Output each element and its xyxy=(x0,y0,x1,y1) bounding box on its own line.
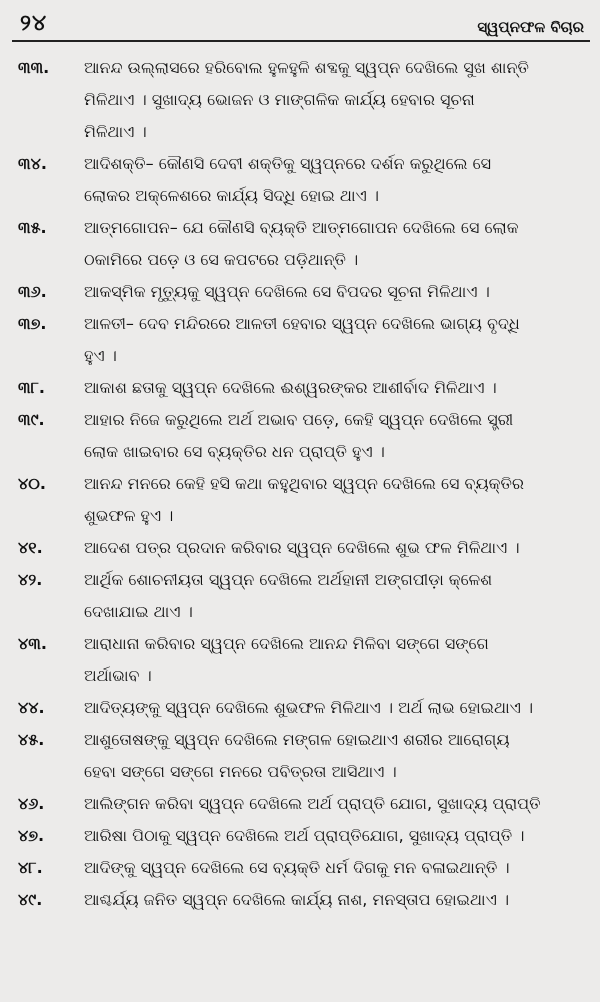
entry-number: ୪୮. xyxy=(18,858,43,877)
entry-number: ୪୭. xyxy=(18,826,45,845)
entry-text-line: ଆତ୍ମଗୋପନ– ଯେ କୌଣସି ବ୍ୟକ୍ତି ଆତ୍ମଗୋପନ ଦେଖିଲେ ସେ ଲୋକ xyxy=(84,218,519,237)
entry-text-line: ଆକସ୍ମିକ ମୃତ୍ୟୁକୁ ସ୍ୱପ୍ନ ଦେଖିଲେ ସେ ବିପଦର ସୂଚନା ମିଳିଥାଏ । xyxy=(84,282,490,301)
entry-text-line: ଆଦେଶ ପତ୍ର ପ୍ରଦାନ କରିବାର ସ୍ୱପ୍ନ ଦେଖିଲେ ଶୁଭ ଫଳ ମିଳିଥାଏ । xyxy=(84,538,520,557)
entry-text-line: ଶୁଭଫଳ ହୁଏ । xyxy=(84,506,174,525)
list-item xyxy=(12,628,590,692)
running-title: ସ୍ୱପ୍ନଫଳ ବିଚାର xyxy=(477,18,584,36)
list-item xyxy=(12,212,590,276)
entry-text-line: ଆଲିଙ୍ଗନ କରିବା ସ୍ୱପ୍ନ ଦେଖିଲେ ଅର୍ଥ ପ୍ରାପ୍ତି ଯୋଗ, ସୁଖାଦ୍ୟ ପ୍ରାପ୍ତି xyxy=(84,794,541,813)
entry-number: ୪୧. xyxy=(18,538,43,557)
list-item xyxy=(12,788,590,820)
entry-text-line: ଆଦିତ୍ୟଙ୍କୁ ସ୍ୱପ୍ନ ଦେଖିଲେ ଶୁଭଫଳ ମିଳିଥାଏ । ଅର୍ଥ ଲାଭ ହୋଇଥାଏ । xyxy=(84,698,534,717)
entry-text-line: ଠକାମିରେ ପଡ଼େ ଓ ସେ କପଟରେ ପଡ଼ିଥାନ୍ତି । xyxy=(84,250,359,269)
entry-text-line: ଆଶ୍ଚର୍ଯ୍ୟ ଜନିତ ସ୍ୱପ୍ନ ଦେଖିଲେ କାର୍ଯ୍ୟ ନାଶ, ମନସ୍ତାପ ହୋଇଥାଏ । xyxy=(84,890,510,909)
entry-text-line: ମିଳିଥାଏ । xyxy=(84,122,147,141)
entry-number: ୩୯. xyxy=(18,410,45,429)
list-item xyxy=(12,308,590,372)
entry-text xyxy=(84,212,590,276)
entry-text-line: ହୁଏ । xyxy=(84,346,117,365)
entry-text-line: ହେବା ସଙ୍ଗେ ସଙ୍ଗେ ମନରେ ପବିତ୍ରତା ଆସିଥାଏ । xyxy=(84,762,397,781)
entry-text-line: ଲୋକ ଖାଇବାର ସେ ବ୍ୟକ୍ତିର ଧନ ପ୍ରାପ୍ତି ହୁଏ । xyxy=(84,442,385,461)
entry-text xyxy=(84,788,590,820)
entry-text-line: ଆରାଧାନା କରିବାର ସ୍ୱପ୍ନ ଦେଖିଲେ ଆନନ୍ଦ ମିଳିବା ସଙ୍ଗେ ସଙ୍ଗେ xyxy=(84,634,489,653)
entry-number: ୩୭. xyxy=(18,314,47,333)
entry-number: ୪୯. xyxy=(18,890,43,909)
entry-text-line: ମିଳିଥାଏ । ସୁଖାଦ୍ୟ ଭୋଜନ ଓ ମାଙ୍ଗଳିକ କାର୍ଯ୍ୟ ହେବାର ସୂଚନା xyxy=(84,90,475,109)
entry-text xyxy=(84,308,590,372)
list-item xyxy=(12,52,590,148)
entry-number: ୪୩. xyxy=(18,634,47,653)
entry-list xyxy=(12,52,590,916)
list-item xyxy=(12,692,590,724)
entry-text-line: ଆର୍ଥିକ ଶୋଚନୀୟତା ସ୍ୱପ୍ନ ଦେଖିଲେ ଅର୍ଥହାନୀ ଅଙ୍ଗପୀଡ଼ା କ୍ଳେଶ xyxy=(84,570,493,589)
entry-number: ୩୪. xyxy=(18,154,47,173)
list-item xyxy=(12,724,590,788)
entry-text-line: ଆହାର ନିଜେ କରୁଥିଲେ ଅର୍ଥ ଅଭାବ ପଡ଼େ, କେହି ସ୍ୱପ୍ନ ଦେଖିଲେ ସ୍ତ୍ରୀ xyxy=(84,410,514,429)
list-item xyxy=(12,884,590,916)
list-item xyxy=(12,372,590,404)
page-header xyxy=(12,0,590,36)
entry-number: ୪୦. xyxy=(18,474,46,493)
entry-number: ୪୬. xyxy=(18,794,45,813)
page-number: ୨୪ xyxy=(20,11,48,36)
entry-text xyxy=(84,532,590,564)
entry-number: ୪୨. xyxy=(18,570,43,589)
entry-text-line: ଆନନ୍ଦ ମନରେ କେହି ହସି କଥା କହୁଥିବାର ସ୍ୱପ୍ନ ଦେଖିଲେ ସେ ବ୍ୟକ୍ତିର xyxy=(84,474,525,493)
list-item xyxy=(12,468,590,532)
list-item xyxy=(12,564,590,628)
entry-text xyxy=(84,724,590,788)
entry-text-line: ଆରିଷା ପିଠାକୁ ସ୍ୱପ୍ନ ଦେଖିଲେ ଅର୍ଥ ପ୍ରାପ୍ତିଯୋଗ, ସୁଖାଦ୍ୟ ପ୍ରାପ୍ତି । xyxy=(84,826,525,845)
entry-text-line: ଅର୍ଥାଭାବ । xyxy=(84,666,152,685)
list-item xyxy=(12,852,590,884)
list-item xyxy=(12,820,590,852)
entry-text xyxy=(84,52,590,148)
entry-text-line: ଲୋକର ଅକ୍ଳେଶରେ କାର୍ଯ୍ୟ ସିଦ୍ଧି ହୋଇ ଥାଏ । xyxy=(84,186,379,205)
entry-number: ୩୩. xyxy=(18,58,50,77)
list-item xyxy=(12,404,590,468)
entry-number: ୩୮. xyxy=(18,378,46,397)
list-item xyxy=(12,148,590,212)
entry-text xyxy=(84,820,590,852)
header-rule xyxy=(12,40,590,42)
entry-text xyxy=(84,628,590,692)
entry-text-line: ଆଶୁତୋଷଙ୍କୁ ସ୍ୱପ୍ନ ଦେଖିଲେ ମଙ୍ଗଳ ହୋଇଥାଏ ଶରୀର ଆରୋଗ୍ୟ xyxy=(84,730,510,749)
entry-text xyxy=(84,692,590,724)
entry-text-line: ଦେଖାଯାଇ ଥାଏ । xyxy=(84,602,193,621)
entry-text xyxy=(84,564,590,628)
entry-text xyxy=(84,148,590,212)
entry-text-line: ଆଳତୀ– ଦେବ ମନ୍ଦିରରେ ଆଳତୀ ହେବାର ସ୍ୱପ୍ନ ଦେଖିଲେ ଭାଗ୍ୟ ବୃଦ୍ଧି xyxy=(84,314,520,333)
entry-text-line: ଆକାଶ ଛତାକୁ ସ୍ୱପ୍ନ ଦେଖିଲେ ଈଶ୍ୱରଙ୍କର ଆଶୀର୍ବାଦ ମିଳିଥାଏ । xyxy=(84,378,497,397)
entry-text xyxy=(84,372,590,404)
entry-number: ୩୫. xyxy=(18,218,47,237)
list-item xyxy=(12,276,590,308)
entry-text-line: ଆଦିଶକ୍ତି– କୌଣସି ଦେବୀ ଶକ୍ତିକୁ ସ୍ୱପ୍ନରେ ଦର୍ଶନ କରୁଥିଲେ ସେ xyxy=(84,154,492,173)
entry-number: ୪୪. xyxy=(18,698,45,717)
list-item xyxy=(12,532,590,564)
entry-text xyxy=(84,468,590,532)
entry-number: ୩୬. xyxy=(18,282,47,301)
entry-text xyxy=(84,852,590,884)
entry-text-line: ଆଦିଙ୍କୁ ସ୍ୱପ୍ନ ଦେଖିଲେ ସେ ବ୍ୟକ୍ତି ଧର୍ମ ଦିଗକୁ ମନ ବଳାଇଥାନ୍ତି । xyxy=(84,858,510,877)
entry-number: ୪୫. xyxy=(18,730,45,749)
entry-text xyxy=(84,404,590,468)
entry-text-line: ଆନନ୍ଦ ଉଲ୍ଲାସରେ ହରିବୋଲ ହୁଳହୁଳି ଶବ୍ଦକୁ ସ୍ୱପ୍ନ ଦେଖିଲେ ସୁଖ ଶାନ୍ତି xyxy=(84,58,529,77)
entry-text xyxy=(84,884,590,916)
entry-text xyxy=(84,276,590,308)
